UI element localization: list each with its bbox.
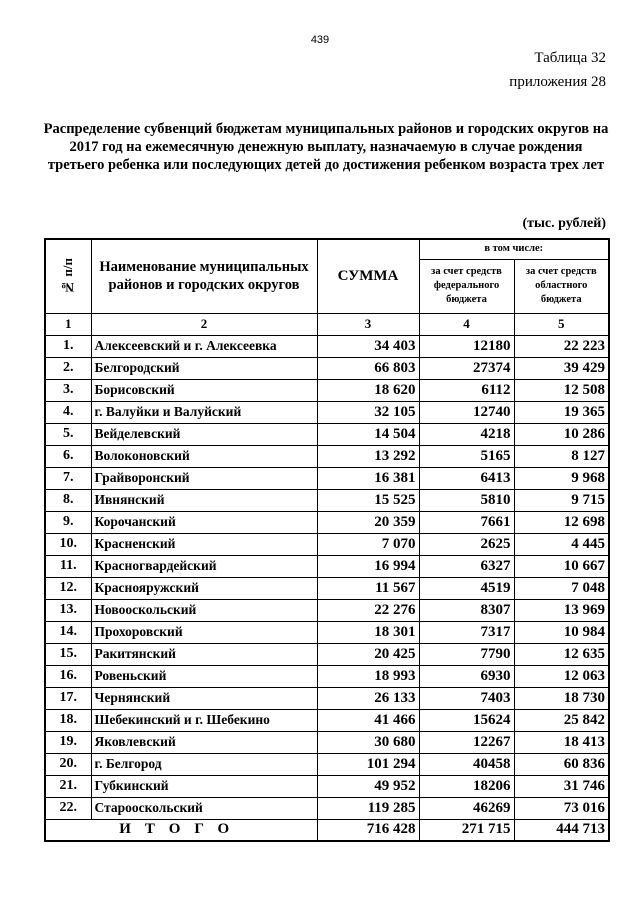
row-number: 19. (45, 731, 91, 753)
sum-cell: 26 133 (317, 687, 419, 709)
sum-cell: 66 803 (317, 357, 419, 379)
regional-cell: 25 842 (514, 709, 609, 731)
table-row (45, 621, 609, 643)
row-number: 18. (45, 709, 91, 731)
sum-cell: 11 567 (317, 577, 419, 599)
federal-cell: 7790 (419, 643, 514, 665)
sum-cell: 49 952 (317, 775, 419, 797)
federal-cell: 7661 (419, 511, 514, 533)
federal-cell: 4519 (419, 577, 514, 599)
regional-cell: 73 016 (514, 797, 609, 819)
column-number: 2 (91, 313, 317, 335)
district-name: Алексеевский и г. Алексеевка (91, 335, 317, 357)
federal-cell: 7317 (419, 621, 514, 643)
table-row (45, 401, 609, 423)
regional-cell: 10 286 (514, 423, 609, 445)
page-number: 439 (310, 34, 330, 46)
district-name: Старооскольский (91, 797, 317, 819)
district-name: Борисовский (91, 379, 317, 401)
total-row (45, 819, 609, 841)
federal-cell: 12267 (419, 731, 514, 753)
table-row (45, 533, 609, 555)
table-row (45, 445, 609, 467)
district-name: г. Валуйки и Валуйский (91, 401, 317, 423)
row-number: 7. (45, 467, 91, 489)
column-number: 1 (45, 313, 91, 335)
row-number: 1. (45, 335, 91, 357)
sum-cell: 7 070 (317, 533, 419, 555)
sum-cell: 15 525 (317, 489, 419, 511)
district-name: Яковлевский (91, 731, 317, 753)
district-name: Прохоровский (91, 621, 317, 643)
table-row (45, 687, 609, 709)
table-row (45, 797, 609, 819)
total-label: ИТОГО (45, 819, 317, 841)
district-name: г. Белгород (91, 753, 317, 775)
regional-cell: 18 413 (514, 731, 609, 753)
federal-cell: 46269 (419, 797, 514, 819)
sum-cell: 18 620 (317, 379, 419, 401)
federal-cell: 2625 (419, 533, 514, 555)
document-title: Распределение субвенций бюджетам муниципальных районов и городских округов на 2017 год на ежемесячную денежную выплату, назначаемую в случае рождения третьего ребенка или последующих детей до достижения ребенком возраста трех лет (43, 121, 609, 173)
table-row (45, 555, 609, 577)
table-row (45, 357, 609, 379)
sum-cell: 13 292 (317, 445, 419, 467)
district-name: Ивнянский (91, 489, 317, 511)
district-name: Новооскольский (91, 599, 317, 621)
sum-cell: 119 285 (317, 797, 419, 819)
federal-cell: 15624 (419, 709, 514, 731)
district-name: Белгородский (91, 357, 317, 379)
regional-cell: 4 445 (514, 533, 609, 555)
column-number: 4 (419, 313, 514, 335)
regional-cell: 12 698 (514, 511, 609, 533)
row-number: 9. (45, 511, 91, 533)
row-number: 17. (45, 687, 91, 709)
row-number: 22. (45, 797, 91, 819)
row-number: 16. (45, 665, 91, 687)
table-row (45, 709, 609, 731)
regional-cell: 18 730 (514, 687, 609, 709)
header-num (45, 239, 91, 313)
table-row (45, 335, 609, 357)
sum-cell: 41 466 (317, 709, 419, 731)
row-number: 12. (45, 577, 91, 599)
table-row (45, 731, 609, 753)
federal-cell: 4218 (419, 423, 514, 445)
district-name: Волоконовский (91, 445, 317, 467)
district-name: Корочанский (91, 511, 317, 533)
regional-cell: 39 429 (514, 357, 609, 379)
district-name: Грайворонский (91, 467, 317, 489)
regional-cell: 7 048 (514, 577, 609, 599)
row-number: 6. (45, 445, 91, 467)
row-number: 11. (45, 555, 91, 577)
regional-cell: 12 635 (514, 643, 609, 665)
row-number: 13. (45, 599, 91, 621)
district-name: Вейделевский (91, 423, 317, 445)
district-name: Красногвардейский (91, 555, 317, 577)
header-sum: СУММА (317, 239, 419, 313)
row-number: 5. (45, 423, 91, 445)
regional-cell: 10 667 (514, 555, 609, 577)
federal-cell: 5810 (419, 489, 514, 511)
row-number: 3. (45, 379, 91, 401)
federal-cell: 5165 (419, 445, 514, 467)
table-row (45, 665, 609, 687)
district-name: Краснояружский (91, 577, 317, 599)
table-row (45, 643, 609, 665)
table-row (45, 775, 609, 797)
regional-cell: 19 365 (514, 401, 609, 423)
sum-cell: 20 359 (317, 511, 419, 533)
federal-cell: 6413 (419, 467, 514, 489)
regional-cell: 31 746 (514, 775, 609, 797)
district-name: Шебекинский и г. Шебекино (91, 709, 317, 731)
header-federal: за счет средств федерального бюджета (419, 259, 514, 313)
sum-cell: 101 294 (317, 753, 419, 775)
sum-cell: 16 381 (317, 467, 419, 489)
sum-cell: 16 994 (317, 555, 419, 577)
units-label: (тыс. рублей) (522, 216, 606, 231)
row-number: 4. (45, 401, 91, 423)
federal-cell: 18206 (419, 775, 514, 797)
regional-cell: 9 968 (514, 467, 609, 489)
header-name: Наименование муниципальных районов и городских округов (91, 239, 317, 313)
row-number: 10. (45, 533, 91, 555)
district-name: Чернянский (91, 687, 317, 709)
regional-cell: 10 984 (514, 621, 609, 643)
regional-cell: 9 715 (514, 489, 609, 511)
district-name: Ракитянский (91, 643, 317, 665)
federal-cell: 12740 (419, 401, 514, 423)
federal-cell: 6930 (419, 665, 514, 687)
table-row (45, 489, 609, 511)
row-number: 20. (45, 753, 91, 775)
sum-cell: 20 425 (317, 643, 419, 665)
header-regional: за счет средств областного бюджета (514, 259, 609, 313)
federal-cell: 6112 (419, 379, 514, 401)
regional-cell: 8 127 (514, 445, 609, 467)
sum-cell: 18 301 (317, 621, 419, 643)
appendix-reference: приложения 28 (509, 74, 606, 90)
table-row (45, 379, 609, 401)
sum-cell: 30 680 (317, 731, 419, 753)
table-row (45, 467, 609, 489)
table-row (45, 511, 609, 533)
regional-cell: 22 223 (514, 335, 609, 357)
federal-cell: 7403 (419, 687, 514, 709)
row-number: 14. (45, 621, 91, 643)
regional-cell: 60 836 (514, 753, 609, 775)
row-number: 15. (45, 643, 91, 665)
sum-cell: 18 993 (317, 665, 419, 687)
regional-cell: 12 063 (514, 665, 609, 687)
table-row (45, 423, 609, 445)
table-row (45, 599, 609, 621)
column-numbers-row (45, 313, 609, 335)
sum-cell: 32 105 (317, 401, 419, 423)
federal-cell: 12180 (419, 335, 514, 357)
total-regional: 444 713 (514, 819, 609, 841)
table-reference: Таблица 32 (534, 50, 606, 66)
sum-cell: 34 403 (317, 335, 419, 357)
row-number: 21. (45, 775, 91, 797)
federal-cell: 8307 (419, 599, 514, 621)
column-number: 3 (317, 313, 419, 335)
sum-cell: 22 276 (317, 599, 419, 621)
total-sum: 716 428 (317, 819, 419, 841)
district-name: Красненский (91, 533, 317, 555)
district-name: Ровеньский (91, 665, 317, 687)
table-row (45, 577, 609, 599)
regional-cell: 13 969 (514, 599, 609, 621)
regional-cell: 12 508 (514, 379, 609, 401)
subsidy-table (44, 238, 610, 842)
total-federal: 271 715 (419, 819, 514, 841)
header-num-text: № п/п (60, 257, 76, 295)
row-number: 2. (45, 357, 91, 379)
district-name: Губкинский (91, 775, 317, 797)
federal-cell: 40458 (419, 753, 514, 775)
header-including: в том числе: (419, 239, 609, 259)
federal-cell: 6327 (419, 555, 514, 577)
row-number: 8. (45, 489, 91, 511)
sum-cell: 14 504 (317, 423, 419, 445)
column-number: 5 (514, 313, 609, 335)
federal-cell: 27374 (419, 357, 514, 379)
table-row (45, 753, 609, 775)
